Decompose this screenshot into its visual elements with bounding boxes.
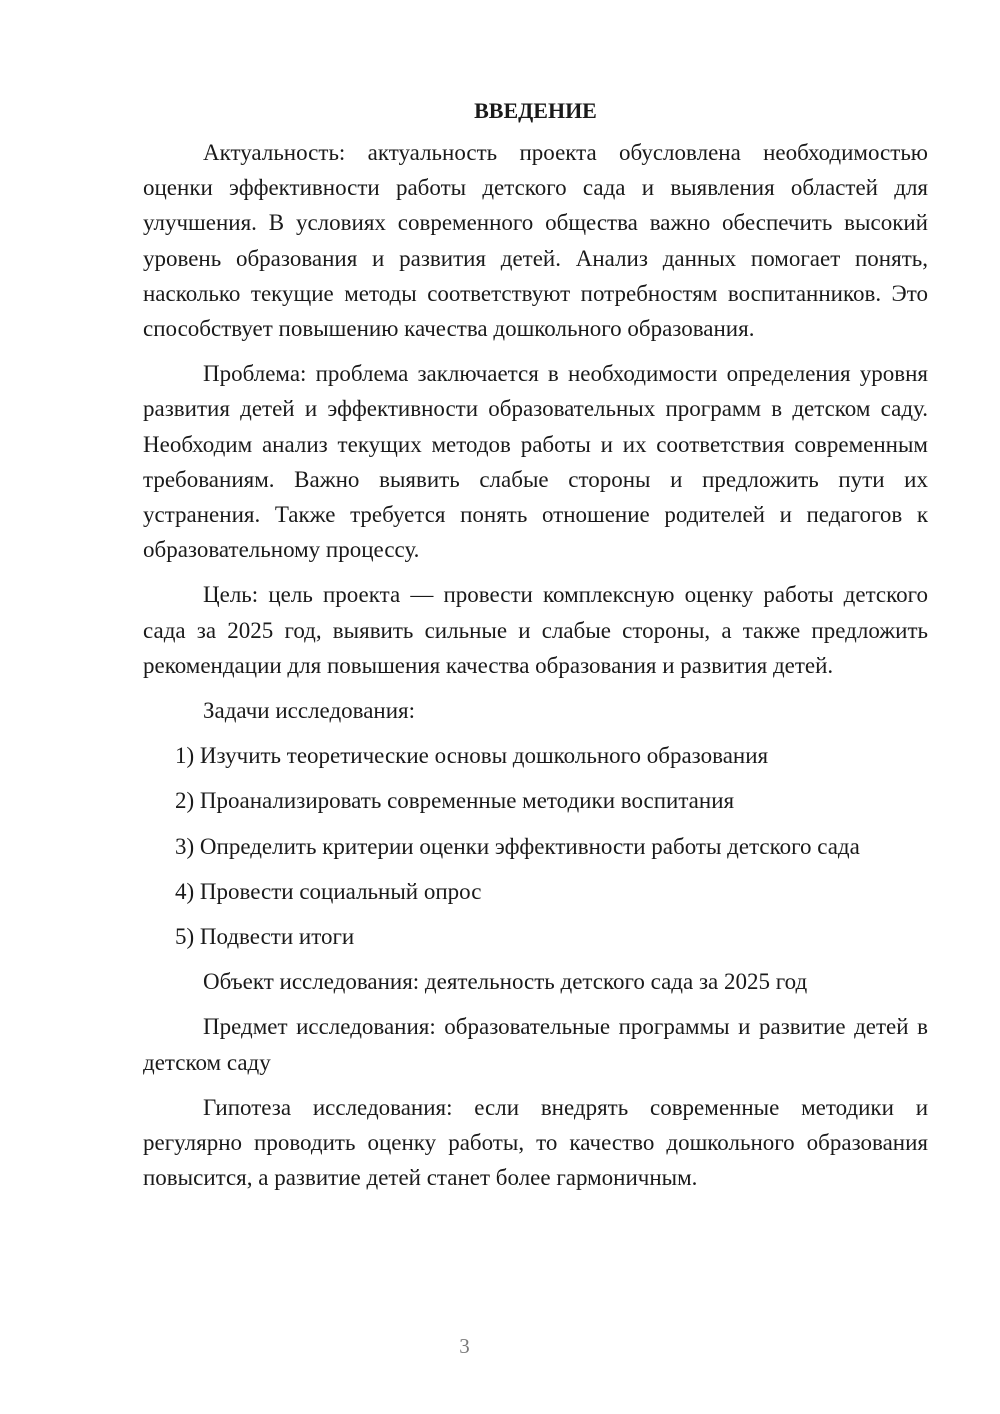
task-item-2: 2) Проанализировать современные методики воспитания bbox=[175, 788, 735, 814]
page-content bbox=[143, 93, 928, 1205]
tasks-list bbox=[143, 738, 928, 954]
problem-paragraph: Проблема: проблема заключается в необходимости определения уровня развития детей и эффективности образовательных программ в детском саду. Необходим анализ текущих методов работы и их соответствия современным требованиям. Важно выявить слабые стороны и предложить пути их устранения. Также требуется понять отношение родителей и педагогов к образовательному процессу. bbox=[143, 361, 928, 563]
tasks-label: Задачи исследования: bbox=[203, 698, 416, 724]
subject-paragraph: Предмет исследования: образовательные программы и развитие детей в детском саду bbox=[143, 1014, 928, 1075]
task-item-5: 5) Подвести итоги bbox=[175, 924, 355, 950]
section-heading: ВВЕДЕНИЕ bbox=[474, 98, 597, 123]
task-item-1: 1) Изучить теоретические основы дошкольного образования bbox=[175, 743, 769, 769]
page-number: 3 bbox=[459, 1334, 470, 1358]
hypothesis-paragraph: Гипотеза исследования: если внедрять современные методики и регулярно проводить оценку работы, то качество дошкольного образования повысится, а развитие детей станет более гармоничным. bbox=[143, 1094, 928, 1191]
goal-paragraph: Цель: цель проекта — провести комплексную оценку работы детского сада за 2025 год, выявить сильные и слабые стороны, а также предложить рекомендации для повышения качества образования и развития детей. bbox=[143, 582, 928, 678]
relevance-paragraph: Актуальность: актуальность проекта обусловлена необходимостью оценки эффективности работы детского сада и выявления областей для улучшения. В условиях современного общества важно обеспечить высокий уровень образования и развития детей. Анализ данных помогает понять, насколько текущие методы соответствуют потребностям воспитанников. Это способствует повышению качества дошкольного образования. bbox=[143, 140, 928, 342]
object-paragraph: Объект исследования: деятельность детского сада за 2025 год bbox=[203, 969, 808, 995]
task-item-4: 4) Провести социальный опрос bbox=[175, 878, 482, 904]
task-item-3: 3) Определить критерии оценки эффективности работы детского сада bbox=[175, 833, 860, 859]
